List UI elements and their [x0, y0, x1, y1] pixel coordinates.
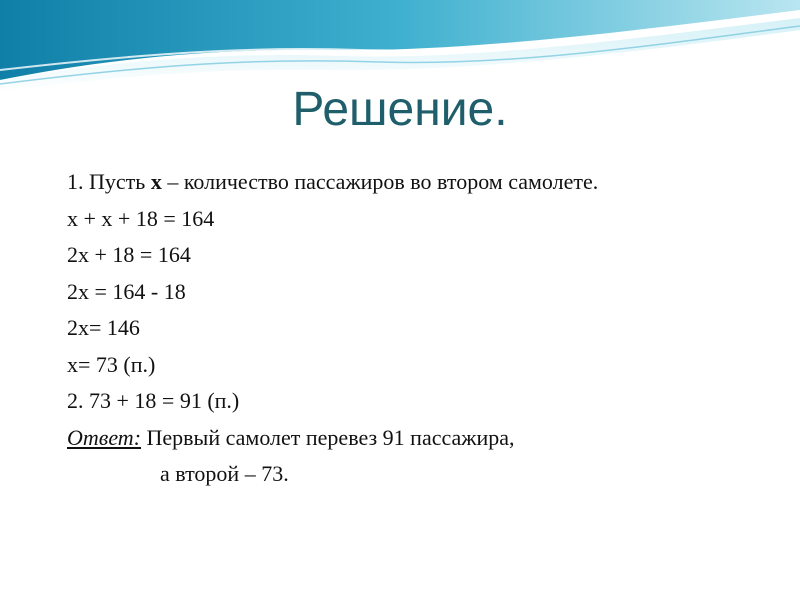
page-title: Решение.: [292, 83, 508, 136]
answer-text: Первый самолет перевез 91 пассажира,: [141, 424, 515, 450]
equation-5: x= 73 (п.): [67, 351, 156, 377]
step-1-suffix: – количество пассажиров во втором самолете.: [161, 169, 599, 194]
step-2: 2. 73 + 18 = 91 (п.): [67, 388, 240, 413]
equation-2: 2x + 18 = 164: [67, 242, 191, 267]
step-1-prefix: 1. Пусть: [67, 169, 151, 194]
equation-4: 2x= 146: [67, 315, 140, 340]
answer-label: Ответ:: [67, 424, 142, 450]
answer-line: [67, 420, 598, 457]
variable-x: x: [150, 169, 162, 194]
equation-3: 2x = 164 - 18: [67, 278, 186, 304]
solution-body: [67, 164, 598, 493]
equation-1: x + x + 18 = 164: [67, 205, 215, 231]
answer-line-2: а второй – 73.: [160, 461, 289, 486]
step-1: [67, 164, 598, 201]
